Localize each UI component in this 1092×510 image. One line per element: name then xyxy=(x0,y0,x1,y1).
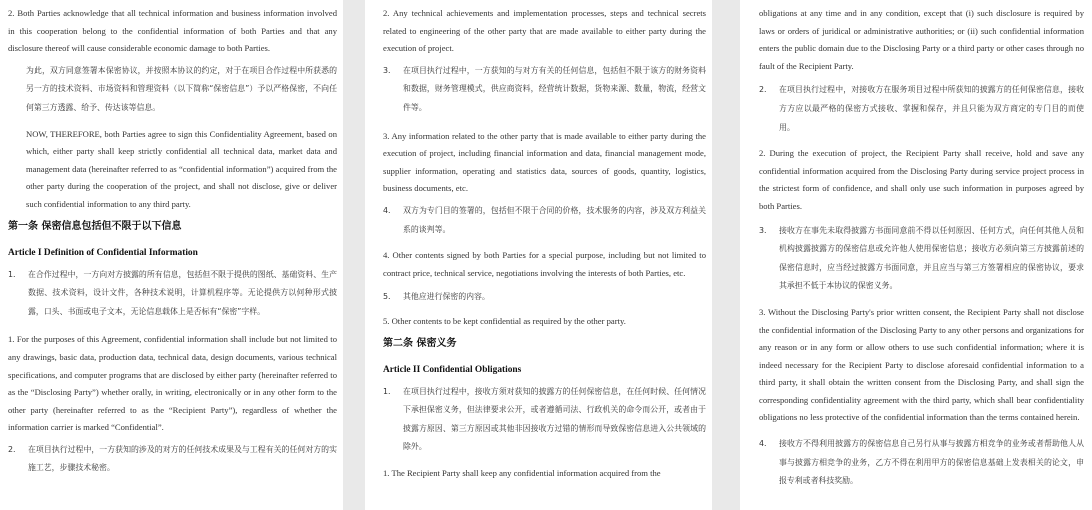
clause-text: 接收方不得利用披露方的保密信息自己另行从事与披露方相竞争的业务或者帮助他人从事与披露方相竞争的业务，乙方不得在利用甲方的保密信息基础上发表相关的论文，申报专利或者科技奖励。 xyxy=(779,439,1084,486)
clause-number: 2. xyxy=(8,444,16,454)
clause-number: 1. xyxy=(383,386,391,396)
clause-text: 接收方在事先未取得披露方书面同意前不得以任何原因、任何方式，向任何其他人员和机构披露披露方的保密信息或允许他人使用保密信息；接收方必须向第三方披露前述的保密信息时，应当经过披露方书面同意，并且应当与第三方签署相应的保密协议，要求其承担不低于本协议的保密义务。 xyxy=(779,225,1084,291)
clause-text: 在合作过程中，一方向对方披露的所有信息，包括但不限于提供的图纸、基础资料、生产数据、技术资料，设计文件，各种技术说明，计算机程序等。无论提供方以何种形式披露，口头、书面或电子文本，无论信息载体上是否标有“保密”字样。 xyxy=(28,269,337,316)
clause-text: 在项目执行过程中，接收方须对获知的披露方的任何保密信息，在任何时候、任何情况下承担保密义务，但法律要求公开，或者遵循司法、行政机关的命令而公开，或者由于披露方原因、第三方原因或其他非因接收方过错的情形而导致保密信息进入公共领域的除外。 xyxy=(403,386,706,452)
clause-en-2: 2. Both Parties acknowledge that all technical information and business information involved in this cooperation belong to the confidential information of both Parties and that any disclosure thereof will cause considerable economic damage to both Parties. xyxy=(8,8,337,54)
clause-en-5: 5. Other contents to be kept confidential as required by the other party. xyxy=(383,315,626,326)
clause-text: 在项目执行过程中，对接收方在服务项目过程中所获知的披露方的任何保密信息，接收方方应以最严格的保密方式接收、掌握和保存，并且只能为双方商定的专门目的而使用。 xyxy=(779,85,1084,132)
clause-zh-2 xyxy=(8,441,337,478)
clause-zh-3 xyxy=(383,62,706,118)
clause-zh-3 xyxy=(759,222,1084,296)
page-column-middle xyxy=(365,0,712,510)
clause-zh-1 xyxy=(8,266,337,322)
clause-zh-4 xyxy=(759,435,1084,491)
clause-zh-4 xyxy=(383,202,706,239)
clause-en-1-continued: obligations at any time and in any condition, except that (i) such disclosure is required by laws or orders of juridical or administrative authorities; or (ii) such confidential information enters the public domain due to the Disclosing Party or a third party or other cases through no fault of the Recipient Party. xyxy=(759,8,1084,71)
clause-zh-2 xyxy=(759,81,1084,137)
clause-number: 5. xyxy=(383,292,391,302)
clause-text: 其他应进行保密的内容。 xyxy=(403,292,490,302)
page-column-left xyxy=(0,0,343,510)
clause-en-2: 2. During the execution of project, the Recipient Party shall receive, hold and save any confidential information acquired from the Disclosing Party during service project process in the strictest form of confidence, and shall only use such information in purposes agreed by both Parties. xyxy=(759,148,1084,211)
clause-en-1: 1. The Recipient Party shall keep any confidential information acquired from the xyxy=(383,467,661,478)
clause-number: 4. xyxy=(383,205,391,215)
heading-en-article-2: Article II Confidential Obligations xyxy=(383,364,522,375)
clause-en-2: 2. Any technical achievements and implementation processes, steps and technical secrets related to engineering of the other party that are made available to either party during the execution of project. xyxy=(383,8,706,54)
clause-text: 双方为专门目的签署的，包括但不限于合同的价格，技术服务的内容，涉及双方利益关系的谈判等。 xyxy=(403,205,706,234)
page-column-right xyxy=(740,0,1092,510)
clause-number: 2. xyxy=(759,85,767,95)
clause-zh-5 xyxy=(383,288,706,307)
clause-number: 3. xyxy=(383,65,391,75)
heading-zh-article-2: 第二条 保密义务 xyxy=(383,337,457,349)
clause-number: 3. xyxy=(759,225,767,235)
clause-en-4: 4. Other contents signed by both Parties for a special purpose, including but not limited to contract price, technical service, negotiations involving the interests of both Parties, etc. xyxy=(383,250,706,278)
clause-number: 1. xyxy=(8,269,16,279)
heading-zh-article-1: 第一条 保密信息包括但不限于以下信息 xyxy=(8,220,182,232)
clause-number: 4. xyxy=(759,439,767,449)
clause-zh-1 xyxy=(383,383,706,457)
clause-text: 在项目执行过程中，一方获知的与对方有关的任何信息，包括但不限于该方的财务资料和数据，财务管理模式，供应商资料，经营统计数据，货物来源、数量，物流，经营文件等。 xyxy=(403,65,706,112)
clause-en-now-therefore: NOW, THEREFORE, both Parties agree to sign this Confidentiality Agreement, based on which, either party shall keep strictly confidential all technical data, market data and management data (hereinafter referred to as “confidential information”) acquired from the other party during the cooperation of the project, and shall not disclose, give or deliver such confidential information to any third party. xyxy=(26,128,337,209)
clause-en-3: 3. Any information related to the other party that is made available to either party during the execution of project, including financial information and data, financial management mode, supplier information, operating and statistics data, sources of goods, quantity, logistics, business documents, etc. xyxy=(383,130,706,194)
clause-zh-now-therefore: 为此，双方同意签署本保密协议，并按照本协议的约定，对于在项目合作过程中所获悉的另一方的技术资料、市场资料和管理资料（以下简称“保密信息”）予以严格保密，不向任何第三方透露、给予、传达该等信息。 xyxy=(26,65,337,112)
clause-en-3: 3. Without the Disclosing Party's prior written consent, the Recipient Party shall not disclose the confidential information of the Disclosing Party to any other persons and organizations for any reason or in any form or allow others to use such confidential information; where it is indeed necessary for the Recipient Party to disclose aforesaid confidential information to a third party, it shall obtain the written consent from the Disclosing Party, and shall sign the corresponding confidentiality agreement with the third party, which shall bear confidentiality obligations no less protective of the confidential information than the terms contained herein. xyxy=(759,306,1084,423)
heading-en-article-1: Article I Definition of Confidential Information xyxy=(8,247,198,258)
clause-en-1: 1. For the purposes of this Agreement, confidential information shall include but not limited to any drawings, basic data, production data, technical data, design documents, various technical specifications, and computer programs that are disclosed by either party (hereinafter referred to as the “Disclosing Party”) whether orally, in writing, electronically or in any other form to the other party (hereinafter referred to as the “Recipient Party”), regardless of whether the information carrier is marked “Confidential”. xyxy=(8,334,337,433)
clause-text: 在项目执行过程中，一方获知的涉及的对方的任何技术成果及与工程有关的任何对方的实施工艺，步骤技术秘密。 xyxy=(28,444,337,473)
